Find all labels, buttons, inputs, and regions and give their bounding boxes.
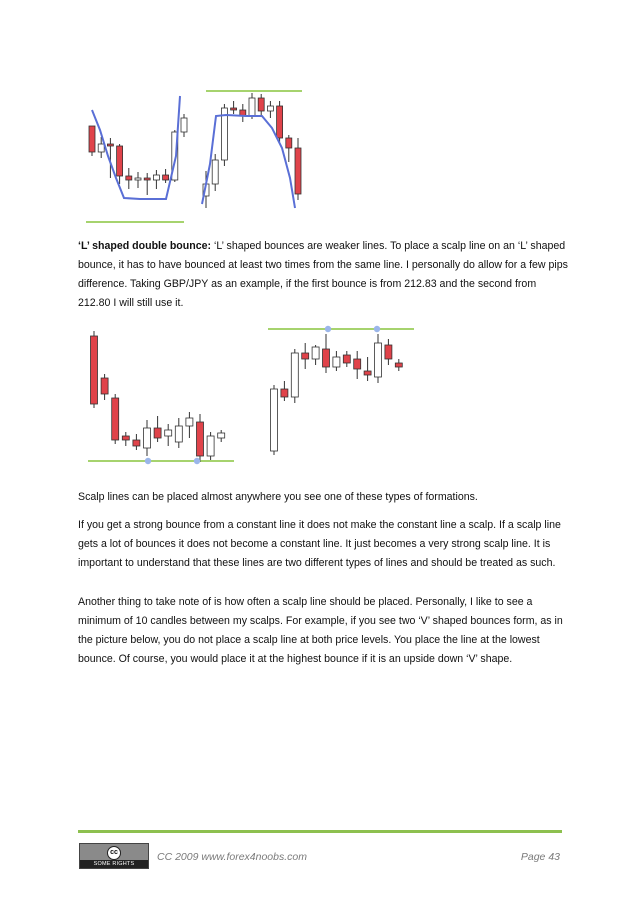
bounce-marker: [325, 326, 331, 332]
bull-candle: [175, 426, 182, 442]
bull-candle: [98, 144, 104, 152]
bear-candle: [197, 422, 204, 456]
constant-line-paragraph: If you get a strong bounce from a constant line it does not make the constant line a scalp. If a scalp line gets a lot of bounces it does not become a constant line. It just becomes a very strong scalp line. It is important to understand that these lines are two different types of lines and should be treated as such.: [78, 519, 561, 569]
bear-candle: [144, 178, 150, 180]
footer-copyright: CC 2009 www.forex4noobs.com: [157, 851, 307, 863]
bear-candle: [89, 126, 95, 152]
bear-candle: [302, 353, 309, 359]
bull-candle: [153, 175, 159, 180]
l-shaped-paragraph: [78, 237, 568, 313]
l-bounce-support-chart: [86, 332, 236, 468]
bear-candle: [117, 146, 123, 176]
bull-candle: [181, 118, 187, 132]
bull-candle: [186, 418, 193, 426]
bull-candle: [207, 436, 214, 456]
bear-candle: [277, 106, 283, 138]
bull-candle: [267, 106, 273, 111]
bear-candle: [91, 336, 98, 404]
bear-candle: [258, 98, 264, 111]
bear-candle: [281, 389, 288, 397]
bounce-marker: [194, 458, 200, 464]
bear-candle: [295, 148, 301, 194]
bull-candle: [312, 347, 319, 359]
bounce-marker: [145, 458, 151, 464]
cc-icon: cc: [107, 846, 121, 860]
bear-candle: [343, 355, 350, 363]
bear-candle: [323, 349, 330, 367]
candles: [91, 331, 225, 462]
v-bounce-chart: [84, 86, 186, 226]
bull-candle: [135, 178, 141, 180]
l-shaped-body: ‘L’ shaped bounces are weaker lines. To place a scalp line on an ‘L’ shaped bounce, it has to have bounced at least two times from the same line. I personally do allow for a few pips difference. Taking GBP/JPY as an example, if the first bounce is from 212.83 and the second from 212.80 I will still use it.: [78, 240, 568, 309]
bear-candle: [163, 175, 169, 180]
bear-candle: [133, 440, 140, 446]
bear-candle: [101, 378, 108, 394]
bull-candle: [375, 343, 382, 377]
l-bounce-resistance-chart: [264, 325, 416, 461]
scalp-lines-paragraph: Scalp lines can be placed almost anywhere you see one of these types of formations.: [78, 491, 478, 503]
creative-commons-badge: [79, 843, 149, 875]
bull-candle: [333, 357, 340, 367]
bull-candle: [165, 430, 172, 436]
bull-candle: [144, 428, 151, 448]
cc-badge-text: SOME RIGHTS RESERVED: [80, 860, 148, 868]
bear-candle: [154, 428, 161, 438]
scalp-frequency-paragraph: Another thing to take note of is how often a scalp line should be placed. Personally, I like to see a minimum of 10 candles between my scalps. For example, if you see two ‘V’ shaped bounces form, as in the picture below, you do not place a scalp line at both price levels. You place the line at the lowest bounce. Of course, you would place it at the highest bounce if it is an upside down ‘V’ shape.: [78, 596, 563, 665]
candles: [89, 114, 187, 195]
bear-candle: [107, 144, 113, 146]
bear-candle: [231, 108, 237, 110]
bear-candle: [126, 176, 132, 180]
bear-candle: [395, 363, 402, 367]
candles: [271, 334, 403, 455]
inverted-v-chart: [198, 86, 304, 226]
l-shaped-title: ‘L’ shaped double bounce:: [78, 240, 212, 252]
bull-candle: [218, 433, 225, 438]
bounce-marker: [374, 326, 380, 332]
trend-line: [92, 96, 180, 199]
footer-rule: [78, 830, 562, 833]
page-number: Page 43: [520, 851, 560, 863]
bull-candle: [271, 389, 278, 451]
bear-candle: [354, 359, 361, 369]
bear-candle: [364, 371, 371, 375]
bear-candle: [122, 436, 129, 440]
bear-candle: [385, 345, 392, 359]
candles: [203, 93, 301, 208]
bear-candle: [112, 398, 119, 440]
bull-candle: [249, 98, 255, 116]
bull-candle: [291, 353, 298, 397]
bear-candle: [286, 138, 292, 148]
bull-candle: [212, 160, 218, 184]
